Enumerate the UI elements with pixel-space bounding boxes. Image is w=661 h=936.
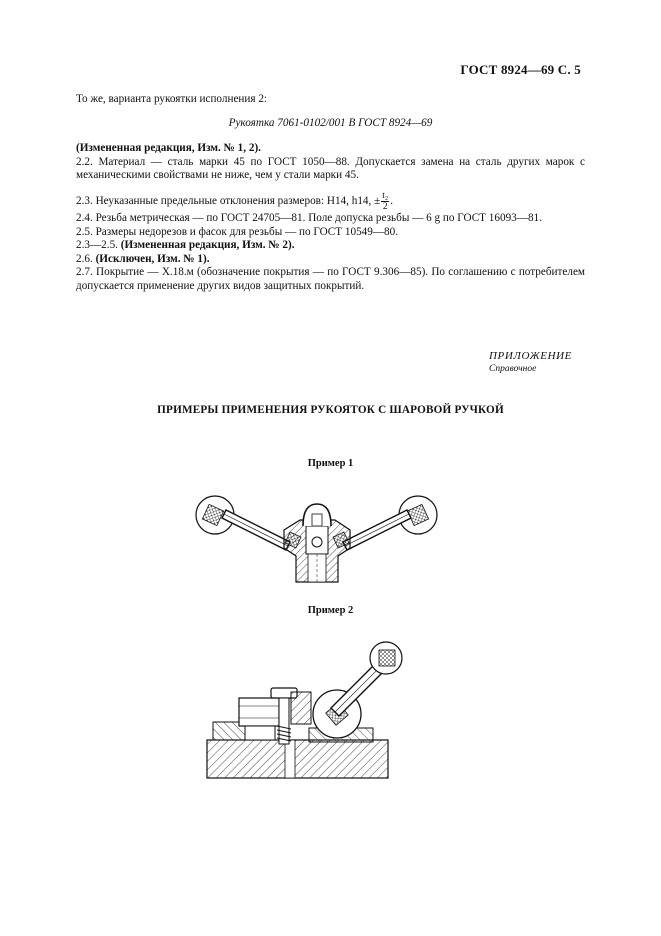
fraction-numerator: t₂	[382, 190, 389, 201]
page-header: ГОСТ 8924—69 С. 5	[460, 62, 581, 77]
clause-2-3	[76, 191, 585, 212]
fraction-denominator: 2	[382, 201, 388, 212]
clamp-block	[213, 698, 279, 740]
clause-2-6-prefix: 2.6.	[76, 252, 96, 265]
appendix-title: ПРИЛОЖЕНИЕ	[489, 350, 572, 362]
ball-knob	[370, 642, 402, 674]
right-arm	[343, 510, 411, 550]
clause-2-3-2-5-prefix: 2.3—2.5.	[76, 239, 121, 252]
clause-2-3-end: .	[390, 195, 393, 208]
example-2-title: Пример 2	[307, 605, 354, 616]
example-1-drawing	[190, 490, 450, 590]
appendix-subtitle: Справочное	[489, 364, 537, 374]
clause-2-3-text: 2.3. Неуказанные предельные отклонения размеров: H14, h14, ±	[76, 195, 381, 208]
clause-2-2: 2.2. Материал — сталь марки 45 по ГОСТ 1050—88. Допускается замена на сталь других марок с механическими свойствами не ниже, чем у стали марки 45.	[76, 155, 585, 182]
clause-2-4: 2.4. Резьба метрическая — по ГОСТ 24705—81. Поле допуска резьбы — 6 g по ГОСТ 16093—81.	[76, 211, 542, 224]
clause-2-6-note: (Исключен, Изм. № 1).	[95, 252, 210, 265]
clause-2-6	[76, 253, 585, 267]
clause-2-3-2-5	[76, 239, 585, 253]
clause-2-3-2-5-note: (Измененная редакция, Изм. № 2).	[120, 239, 295, 252]
clause-2-5: 2.5. Размеры недорезов и фасок для резьбы — по ГОСТ 10549—80.	[76, 225, 399, 238]
section-title: ПРИМЕРЫ ПРИМЕНЕНИЯ РУКОЯТОК С ШАРОВОЙ РУЧКОЙ	[157, 404, 504, 416]
example-1-title: Пример 1	[307, 458, 354, 469]
intro-line: То же, варианта рукоятки исполнения 2:	[76, 93, 268, 105]
central-hub	[284, 504, 350, 582]
body-text	[76, 93, 585, 294]
example-2-drawing	[205, 636, 390, 781]
appendix-label	[489, 350, 572, 376]
clause-2-7: 2.7. Покрытие — Х.18.м (обозначение покрытия — по ГОСТ 9.306—85). По соглашению с потребителем допускается применение других видов защитных покрытий.	[76, 266, 585, 292]
left-arm	[222, 510, 290, 550]
tolerance-fraction	[381, 191, 389, 212]
edit-note-1: (Измененная редакция, Изм. № 1, 2).	[76, 142, 261, 155]
base-plate	[207, 740, 388, 778]
designation-example: Рукоятка 7061-0102/001 В ГОСТ 8924—69	[228, 116, 433, 129]
